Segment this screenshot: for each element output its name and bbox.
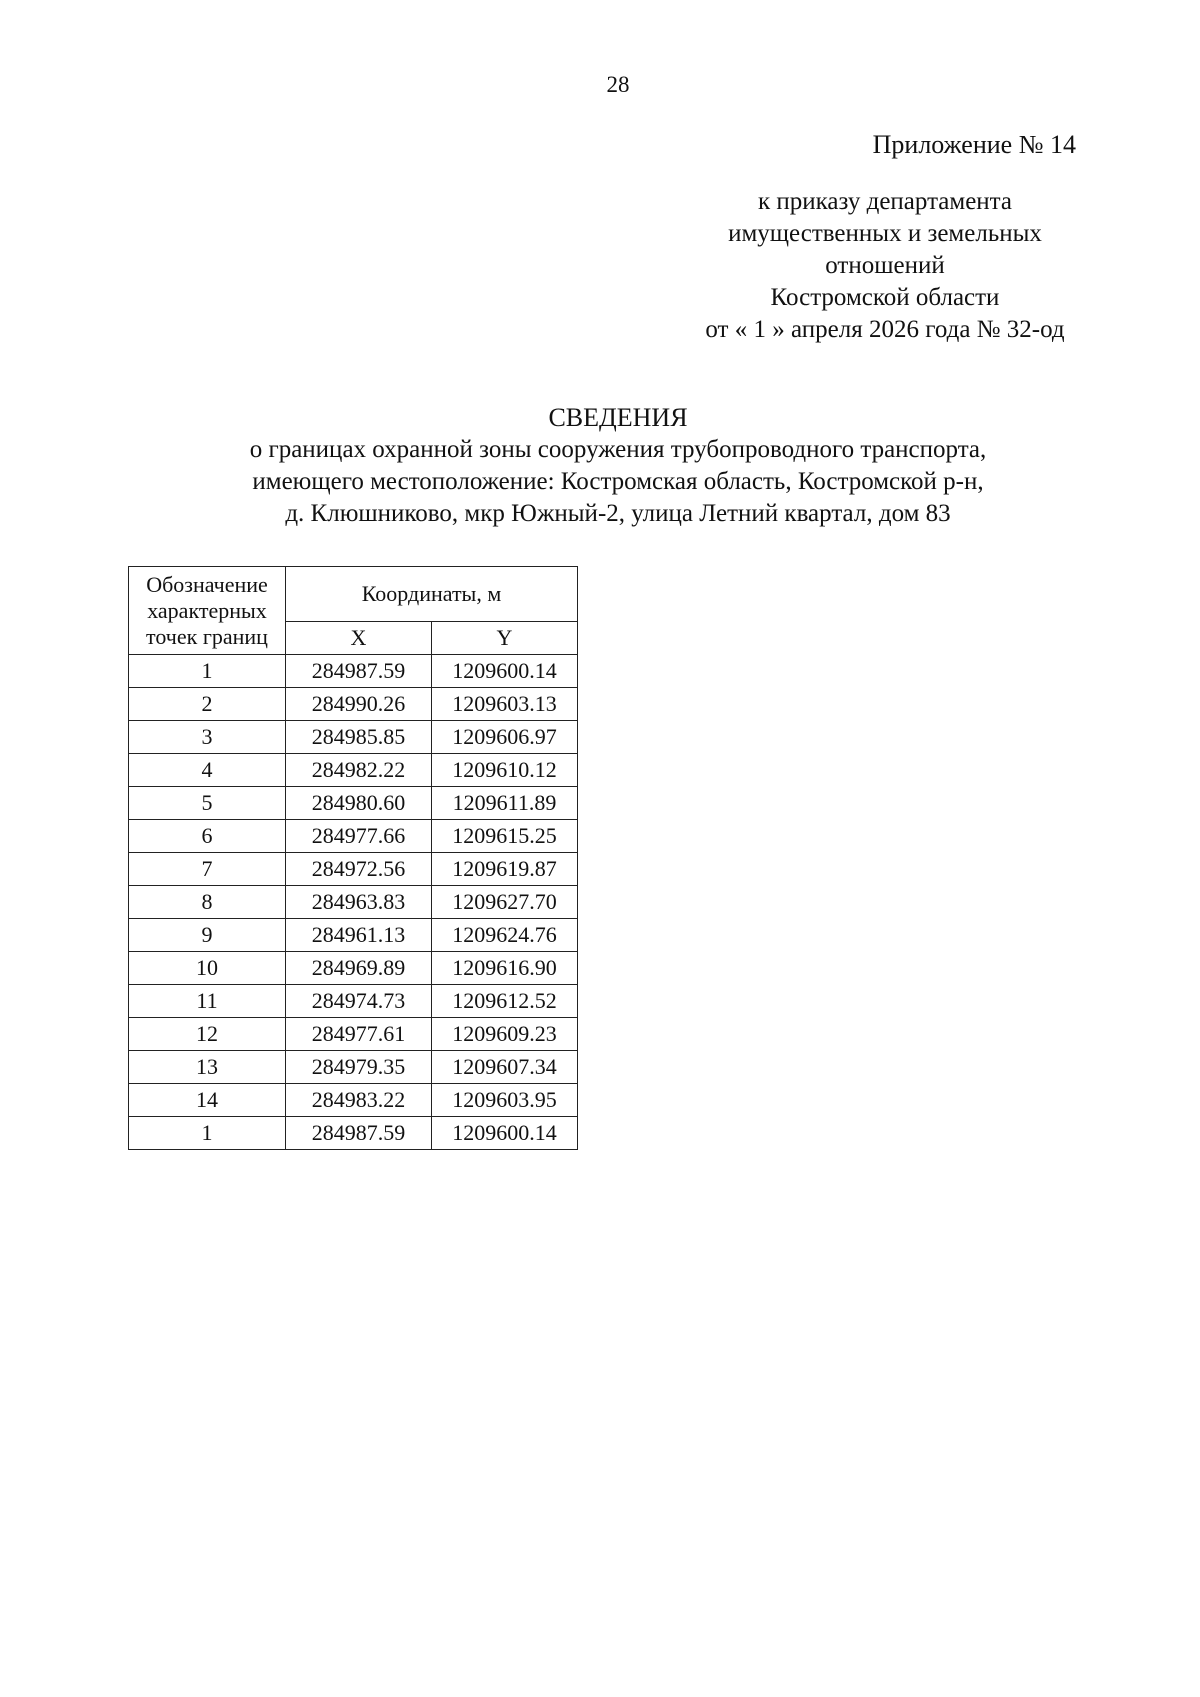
heading-line: д. Клюшниково, мкр Южный-2, улица Летний квартал, дом 83 <box>285 500 951 527</box>
x-cell: 284990.26 <box>286 688 432 721</box>
point-cell: 10 <box>129 952 286 985</box>
x-cell: 284987.59 <box>286 1117 432 1150</box>
table-row <box>129 919 578 952</box>
order-line: от « 1 » апреля 2026 года № 32-од <box>705 316 1065 343</box>
y-cell: 1209607.34 <box>432 1051 578 1084</box>
y-cell: 1209603.13 <box>432 688 578 721</box>
order-line: имущественных и земельных <box>728 220 1042 247</box>
point-cell: 9 <box>129 919 286 952</box>
header-x: X <box>286 622 432 655</box>
table-row <box>129 754 578 787</box>
x-cell: 284977.61 <box>286 1018 432 1051</box>
table-row <box>129 721 578 754</box>
x-cell: 284974.73 <box>286 985 432 1018</box>
page-number: 28 <box>606 72 630 97</box>
x-cell: 284963.83 <box>286 886 432 919</box>
point-cell: 5 <box>129 787 286 820</box>
point-cell: 7 <box>129 853 286 886</box>
y-cell: 1209600.14 <box>432 1117 578 1150</box>
point-cell: 1 <box>129 1117 286 1150</box>
x-cell: 284985.85 <box>286 721 432 754</box>
x-cell: 284979.35 <box>286 1051 432 1084</box>
document-heading <box>0 402 1200 530</box>
order-line: к приказу департамента <box>757 188 1013 215</box>
point-cell: 8 <box>129 886 286 919</box>
x-cell: 284972.56 <box>286 853 432 886</box>
point-cell: 2 <box>129 688 286 721</box>
coordinates-table-body <box>129 655 578 1150</box>
x-cell: 284982.22 <box>286 754 432 787</box>
header-point-line: Обозначение <box>146 571 268 597</box>
table-row <box>129 1018 578 1051</box>
point-cell: 14 <box>129 1084 286 1117</box>
y-cell: 1209600.14 <box>432 655 578 688</box>
table-row <box>129 688 578 721</box>
order-reference <box>700 186 1070 346</box>
x-cell: 284977.66 <box>286 820 432 853</box>
table-row <box>129 1084 578 1117</box>
order-line: Костромской области <box>770 284 1000 311</box>
x-cell: 284980.60 <box>286 787 432 820</box>
table-row <box>129 1117 578 1150</box>
point-cell: 11 <box>129 985 286 1018</box>
y-cell: 1209610.12 <box>432 754 578 787</box>
table-row <box>129 886 578 919</box>
heading-title: СВЕДЕНИЯ <box>548 403 688 432</box>
table-row <box>129 1051 578 1084</box>
point-cell: 12 <box>129 1018 286 1051</box>
x-cell: 284983.22 <box>286 1084 432 1117</box>
table-row <box>129 952 578 985</box>
order-line: отношений <box>825 252 945 279</box>
heading-line: имеющего местоположение: Костромская область, Костромской р-н, <box>252 468 984 495</box>
x-cell: 284961.13 <box>286 919 432 952</box>
y-cell: 1209627.70 <box>432 886 578 919</box>
y-cell: 1209616.90 <box>432 952 578 985</box>
point-cell: 13 <box>129 1051 286 1084</box>
table-row <box>129 655 578 688</box>
table-row <box>129 787 578 820</box>
x-cell: 284987.59 <box>286 655 432 688</box>
table-row <box>129 820 578 853</box>
point-cell: 6 <box>129 820 286 853</box>
y-cell: 1209606.97 <box>432 721 578 754</box>
y-cell: 1209603.95 <box>432 1084 578 1117</box>
table-row <box>129 853 578 886</box>
header-point-line: характерных <box>147 597 267 623</box>
point-cell: 4 <box>129 754 286 787</box>
header-y: Y <box>432 622 578 655</box>
coordinates-table <box>128 566 578 1150</box>
header-point-designation <box>129 567 286 655</box>
table-row <box>129 985 578 1018</box>
appendix-title: Приложение № 14 <box>872 130 1076 159</box>
y-cell: 1209615.25 <box>432 820 578 853</box>
y-cell: 1209611.89 <box>432 787 578 820</box>
y-cell: 1209619.87 <box>432 853 578 886</box>
header-coordinates: Координаты, м <box>286 567 578 622</box>
header-point-line: точек границ <box>146 623 268 649</box>
point-cell: 1 <box>129 655 286 688</box>
heading-line: о границах охранной зоны сооружения трубопроводного транспорта, <box>249 436 987 463</box>
y-cell: 1209609.23 <box>432 1018 578 1051</box>
x-cell: 284969.89 <box>286 952 432 985</box>
point-cell: 3 <box>129 721 286 754</box>
y-cell: 1209612.52 <box>432 985 578 1018</box>
y-cell: 1209624.76 <box>432 919 578 952</box>
